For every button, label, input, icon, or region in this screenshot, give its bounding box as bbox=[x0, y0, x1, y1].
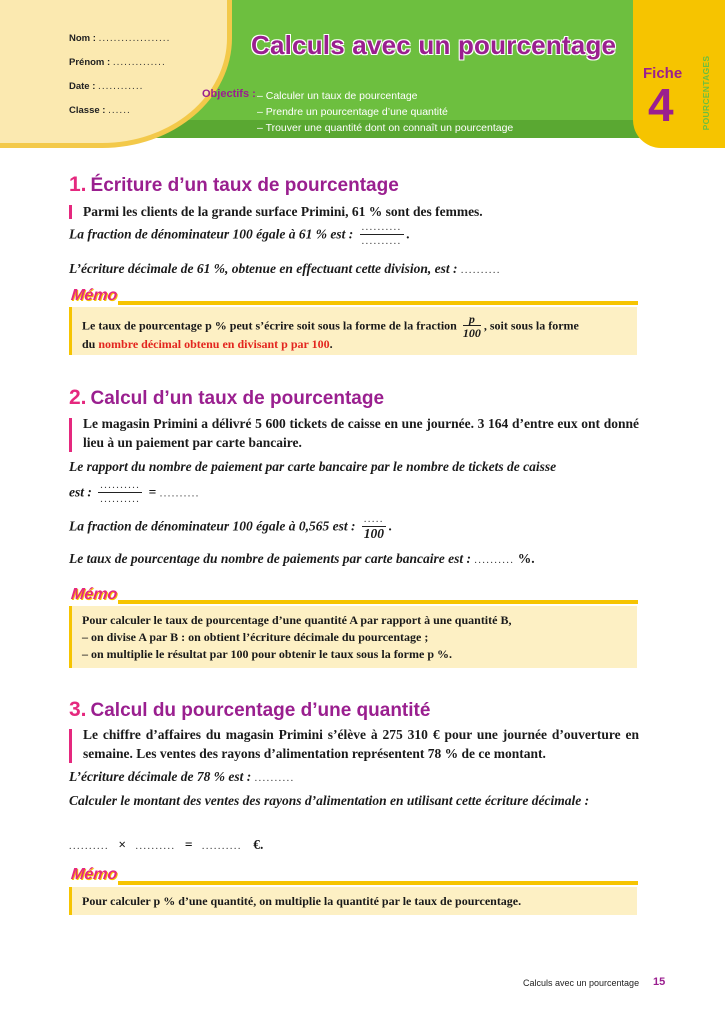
section-3-title bbox=[69, 698, 430, 722]
memo-line: Pour calculer le taux de pourcentage d’une quantité A par rapport à une quantité B, bbox=[82, 613, 512, 627]
section-2-question-3 bbox=[69, 550, 641, 570]
question-text: est : bbox=[69, 484, 92, 500]
section-3-question-1 bbox=[69, 768, 641, 788]
answer-blank[interactable]: .......... bbox=[474, 555, 515, 566]
memo-label: Mémo bbox=[70, 287, 119, 304]
memo-text: . bbox=[329, 337, 333, 351]
section-1-question-1 bbox=[69, 222, 641, 249]
equals-sign: = bbox=[148, 484, 157, 500]
section-2-title bbox=[69, 386, 384, 410]
memo-fraction bbox=[463, 313, 481, 340]
memo-rule bbox=[118, 600, 638, 604]
section-number: 3. bbox=[69, 698, 87, 721]
memo-line: – on multiplie le résultat par 100 pour obtenir le taux sous la forme p %. bbox=[82, 647, 453, 661]
question-end: %. bbox=[517, 551, 535, 566]
section-3-intro bbox=[69, 725, 639, 763]
memo-box-3 bbox=[69, 887, 637, 915]
objectifs-list bbox=[257, 88, 513, 136]
page-number: 15 bbox=[653, 976, 666, 988]
section-2-intro bbox=[69, 414, 639, 452]
memo-line: Pour calculer p % d’une quantité, on multiplie la quantité par le taux de pourcentage. bbox=[82, 894, 522, 908]
answer-fraction[interactable] bbox=[98, 480, 142, 507]
question-end: . bbox=[388, 518, 393, 534]
fraction-numerator-blank[interactable]: .......... bbox=[100, 480, 141, 491]
question-text: La fraction de dénominateur 100 égale à 0,565 est : bbox=[69, 518, 356, 534]
memo-fraction-denominator: 100 bbox=[462, 326, 481, 340]
section-1-intro bbox=[69, 202, 639, 221]
date-dots: ............ bbox=[98, 81, 144, 92]
equals-sign: = bbox=[184, 837, 193, 852]
page-header bbox=[0, 0, 725, 148]
section-number: 2. bbox=[69, 386, 87, 409]
times-sign: × bbox=[118, 837, 127, 852]
question-end: €. bbox=[253, 837, 264, 852]
question-text: La fraction de dénominateur 100 égale à 61 % est : bbox=[69, 226, 354, 242]
intro-text: Le magasin Primini a délivré 5 600 tickets de caisse en une journée. 3 164 d’entre eux ont donné lieu à un paiement par carte bancaire. bbox=[83, 416, 639, 450]
classe-field[interactable] bbox=[69, 105, 131, 116]
chapter-side-label: POURCENTAGES bbox=[701, 55, 711, 131]
intro-text: Le chiffre d’affaires du magasin Primini s’élève à 275 310 € pour une journée d’ouverture en semaine. Les ventes des rayons d’alimentation représentent 78 % de ce montant. bbox=[83, 727, 639, 761]
section-3-calculation bbox=[69, 836, 641, 856]
answer-blank[interactable]: .......... bbox=[159, 488, 200, 500]
answer-fraction[interactable] bbox=[362, 514, 386, 541]
memo-rule bbox=[118, 881, 638, 885]
section-2-question-1 bbox=[69, 458, 641, 476]
memo-highlight: nombre décimal obtenu en divisant p par 100 bbox=[98, 337, 330, 351]
date-label: Date : bbox=[69, 81, 96, 92]
question-text: Le rapport du nombre de paiement par carte bancaire par le nombre de tickets de caisse bbox=[69, 459, 557, 474]
fiche-label: Fiche bbox=[643, 65, 683, 82]
section-number: 1. bbox=[69, 173, 87, 196]
fraction-numerator-blank[interactable]: ..... bbox=[363, 514, 384, 525]
objectif-item: – Prendre un pourcentage d’une quantité bbox=[257, 106, 448, 118]
section-3-question-2 bbox=[69, 792, 641, 810]
fraction-denominator-blank[interactable]: .......... bbox=[361, 236, 402, 247]
question-end: . bbox=[406, 226, 410, 242]
section-title-text: Calcul d’un taux de pourcentage bbox=[90, 388, 385, 409]
page-title: Calculs avec un pourcentage bbox=[251, 30, 617, 60]
memo-rule bbox=[118, 301, 638, 305]
objectif-item: – Calculer un taux de pourcentage bbox=[257, 90, 418, 102]
fraction-denominator: 100 bbox=[363, 526, 384, 541]
memo-label: Mémo bbox=[70, 866, 119, 883]
memo-box-2 bbox=[69, 606, 637, 668]
answer-fraction[interactable] bbox=[360, 222, 404, 249]
question-text: Calculer le montant des ventes des rayons d’alimentation en utilisant cette écriture décimale : bbox=[69, 793, 590, 808]
objectif-item: – Trouver une quantité dont on connaît un pourcentage bbox=[257, 122, 514, 134]
classe-dots: ...... bbox=[108, 105, 131, 116]
objectifs-label: Objectifs : bbox=[202, 88, 256, 100]
date-field[interactable] bbox=[69, 81, 143, 92]
question-text: L’écriture décimale de 78 % est : bbox=[69, 769, 252, 784]
section-1-title bbox=[69, 173, 399, 197]
memo-line: – on divise A par B : on obtient l’écriture décimale du pourcentage ; bbox=[82, 630, 429, 644]
answer-blank[interactable]: .......... bbox=[201, 841, 242, 852]
answer-blank[interactable]: .......... bbox=[460, 265, 501, 276]
nom-label: Nom : bbox=[69, 33, 96, 44]
intro-text: Parmi les clients de la grande surface Primini, 61 % sont des femmes. bbox=[83, 204, 483, 219]
fiche-number: 4 bbox=[648, 79, 674, 131]
memo-text: , soit sous la forme bbox=[483, 318, 579, 333]
memo-text: Le taux de pourcentage p % peut s’écrire soit sous la forme de la fraction bbox=[82, 318, 457, 333]
footer-chapter-title: Calculs avec un pourcentage bbox=[523, 978, 640, 988]
section-title-text: Calcul du pourcentage d’une quantité bbox=[90, 700, 431, 721]
question-text: L’écriture décimale de 61 %, obtenue en effectuant cette division, est : bbox=[69, 261, 458, 276]
nom-field[interactable] bbox=[69, 33, 170, 44]
memo-text: du bbox=[82, 337, 96, 351]
prenom-dots: .............. bbox=[112, 57, 166, 68]
answer-blank[interactable]: .......... bbox=[135, 841, 176, 852]
nom-dots: ................... bbox=[98, 33, 171, 44]
section-2-question-1b bbox=[69, 480, 641, 507]
prenom-field[interactable] bbox=[69, 57, 166, 68]
fraction-numerator-blank[interactable]: .......... bbox=[361, 222, 402, 233]
memo-box-1 bbox=[69, 307, 637, 355]
memo-fraction-numerator: p bbox=[463, 313, 481, 326]
fraction-denominator-blank[interactable]: .......... bbox=[100, 494, 141, 505]
answer-blank[interactable]: .......... bbox=[254, 773, 295, 784]
section-1-question-2 bbox=[69, 260, 641, 280]
answer-blank[interactable]: .......... bbox=[69, 841, 109, 852]
question-text: Le taux de pourcentage du nombre de paiements par carte bancaire est : bbox=[69, 551, 471, 566]
classe-label: Classe : bbox=[69, 105, 106, 116]
prenom-label: Prénom : bbox=[69, 57, 111, 68]
section-2-question-2 bbox=[69, 514, 641, 541]
memo-label: Mémo bbox=[70, 586, 119, 603]
section-title-text: Écriture d’un taux de pourcentage bbox=[90, 175, 399, 196]
